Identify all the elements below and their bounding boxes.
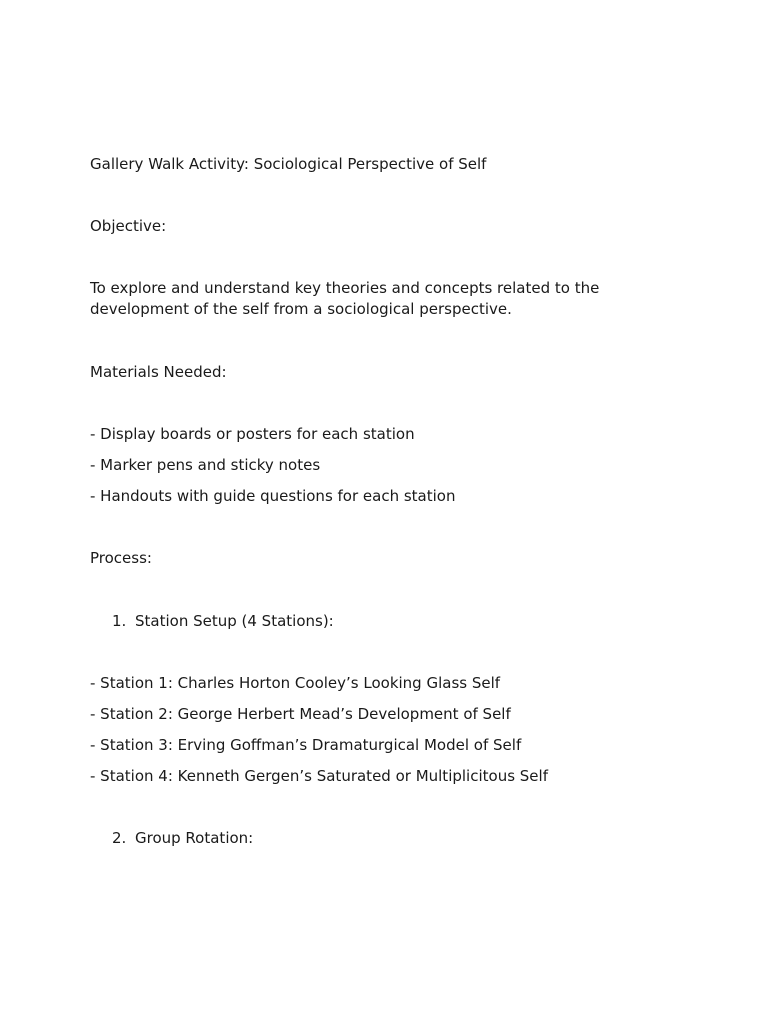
step-label: Station Setup (4 Stations):	[135, 612, 334, 630]
station-item: - Station 4: Kenneth Gergen’s Saturated or Multiplicitous Self	[90, 767, 548, 785]
station-item: - Station 1: Charles Horton Cooley’s Looking Glass Self	[90, 674, 501, 692]
step-number: 1.	[112, 612, 127, 630]
process-heading: Process:	[90, 549, 152, 567]
objective-text: To explore and understand key theories and concepts related to the development of the self from a sociological perspective.	[90, 279, 600, 318]
step-number: 2.	[112, 829, 127, 847]
process-step	[112, 828, 253, 849]
step-label: Group Rotation:	[135, 829, 254, 847]
materials-item: - Marker pens and sticky notes	[90, 456, 321, 474]
materials-heading: Materials Needed:	[90, 363, 227, 381]
objective-heading: Objective:	[90, 217, 167, 235]
materials-item: - Display boards or posters for each station	[90, 425, 415, 443]
station-item: - Station 2: George Herbert Mead’s Development of Self	[90, 705, 511, 723]
materials-item: - Handouts with guide questions for each station	[90, 487, 456, 505]
station-item: - Station 3: Erving Goffman’s Dramaturgical Model of Self	[90, 736, 522, 754]
process-step	[112, 611, 334, 632]
document-title: Gallery Walk Activity: Sociological Perspective of Self	[90, 155, 487, 173]
